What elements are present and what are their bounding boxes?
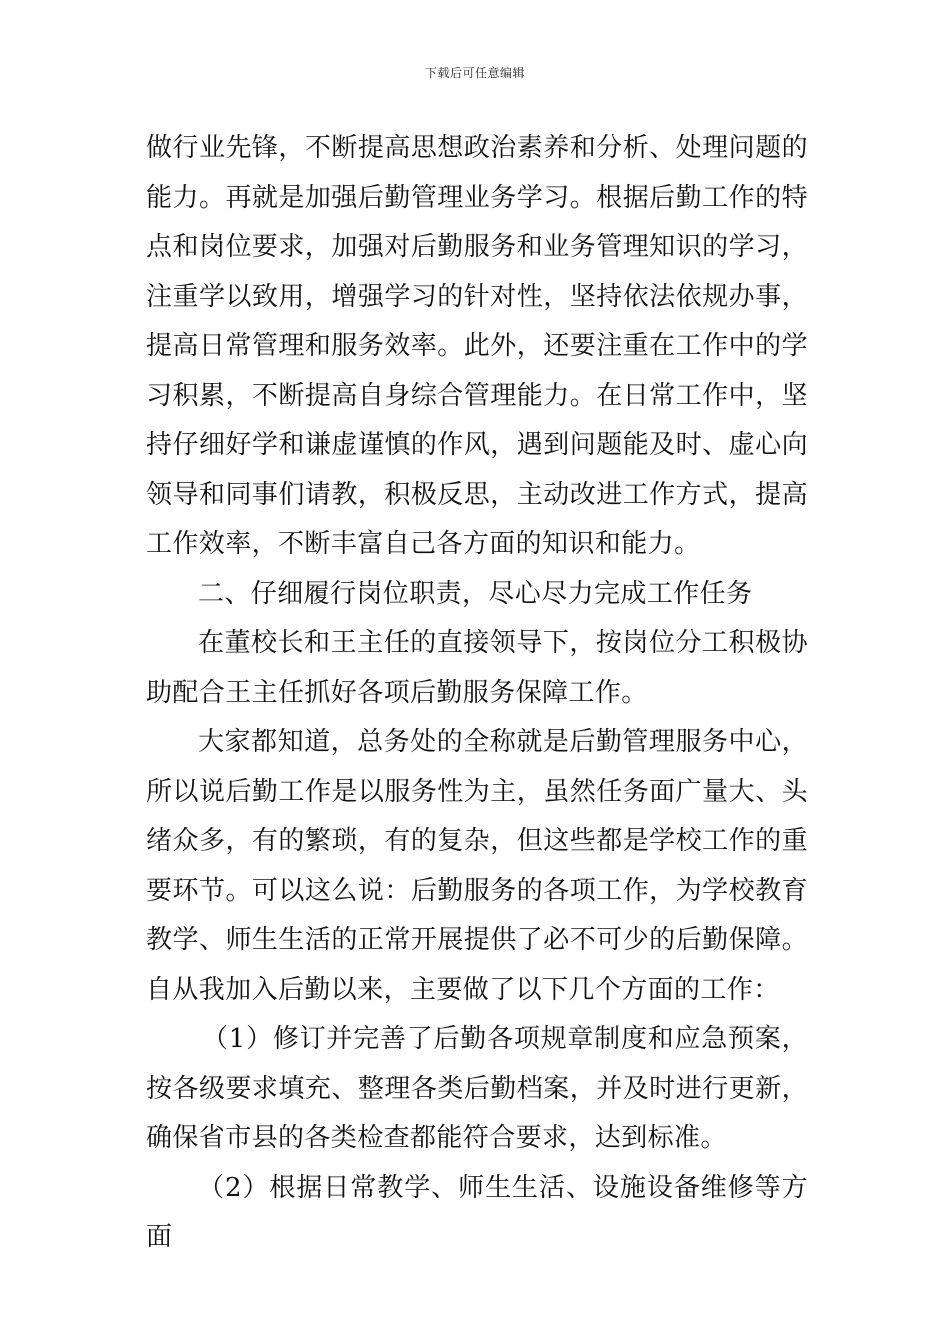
page-header-note: 下载后可任意编辑 xyxy=(424,66,525,80)
list-item-1: （1）修订并完善了后勤各项规章制度和应急预案，按各级要求填充、整理各类后勤档案，并及时进行更新，确保省市县的各类检查都能符合要求，达到标准。 xyxy=(146,1024,808,1153)
paragraph-continuation: 做行业先锋，不断提高思想政治素养和分析、处理问题的能力。再就是加强后勤管理业务学习。根据后勤工作的特点和岗位要求，加强对后勤服务和业务管理知识的学习，注重学以致用，增强学习的针对性，坚持依法依规办事，提高日常管理和服务效率。此外，还要注重在工作中的学习积累，不断提高自身综合管理能力。在日常工作中，坚持仔细好学和谦虚谨慎的作风，遇到问题能及时、虚心向领导和同事们请教，积极反思，主动改进工作方式，提高工作效率，不断丰富自己各方面的知识和能力。 xyxy=(146,133,808,559)
document-body xyxy=(146,124,808,1263)
paragraph-leadership: 在董校长和王主任的直接领导下，按岗位分工积极协助配合王主任抓好各项后勤服务保障工作。 xyxy=(146,628,808,708)
list-item-2: （2）根据日常教学、师生生活、设施设备维修等方面 xyxy=(146,1172,808,1252)
section-heading-2: 二、仔细履行岗位职责，尽心尽力完成工作任务 xyxy=(198,578,753,609)
paragraph-logistics-overview: 大家都知道，总务处的全称就是后勤管理服务中心，所以说后勤工作是以服务性为主，虽然任务面广量大、头绪众多，有的繁琐，有的复杂，但这些都是学校工作的重要环节。可以这么说：后勤服务的各项工作，为学校教育教学、师生生活的正常开展提供了必不可少的后勤保障。自从我加入后勤以来，主要做了以下几个方面的工作： xyxy=(146,727,808,1005)
